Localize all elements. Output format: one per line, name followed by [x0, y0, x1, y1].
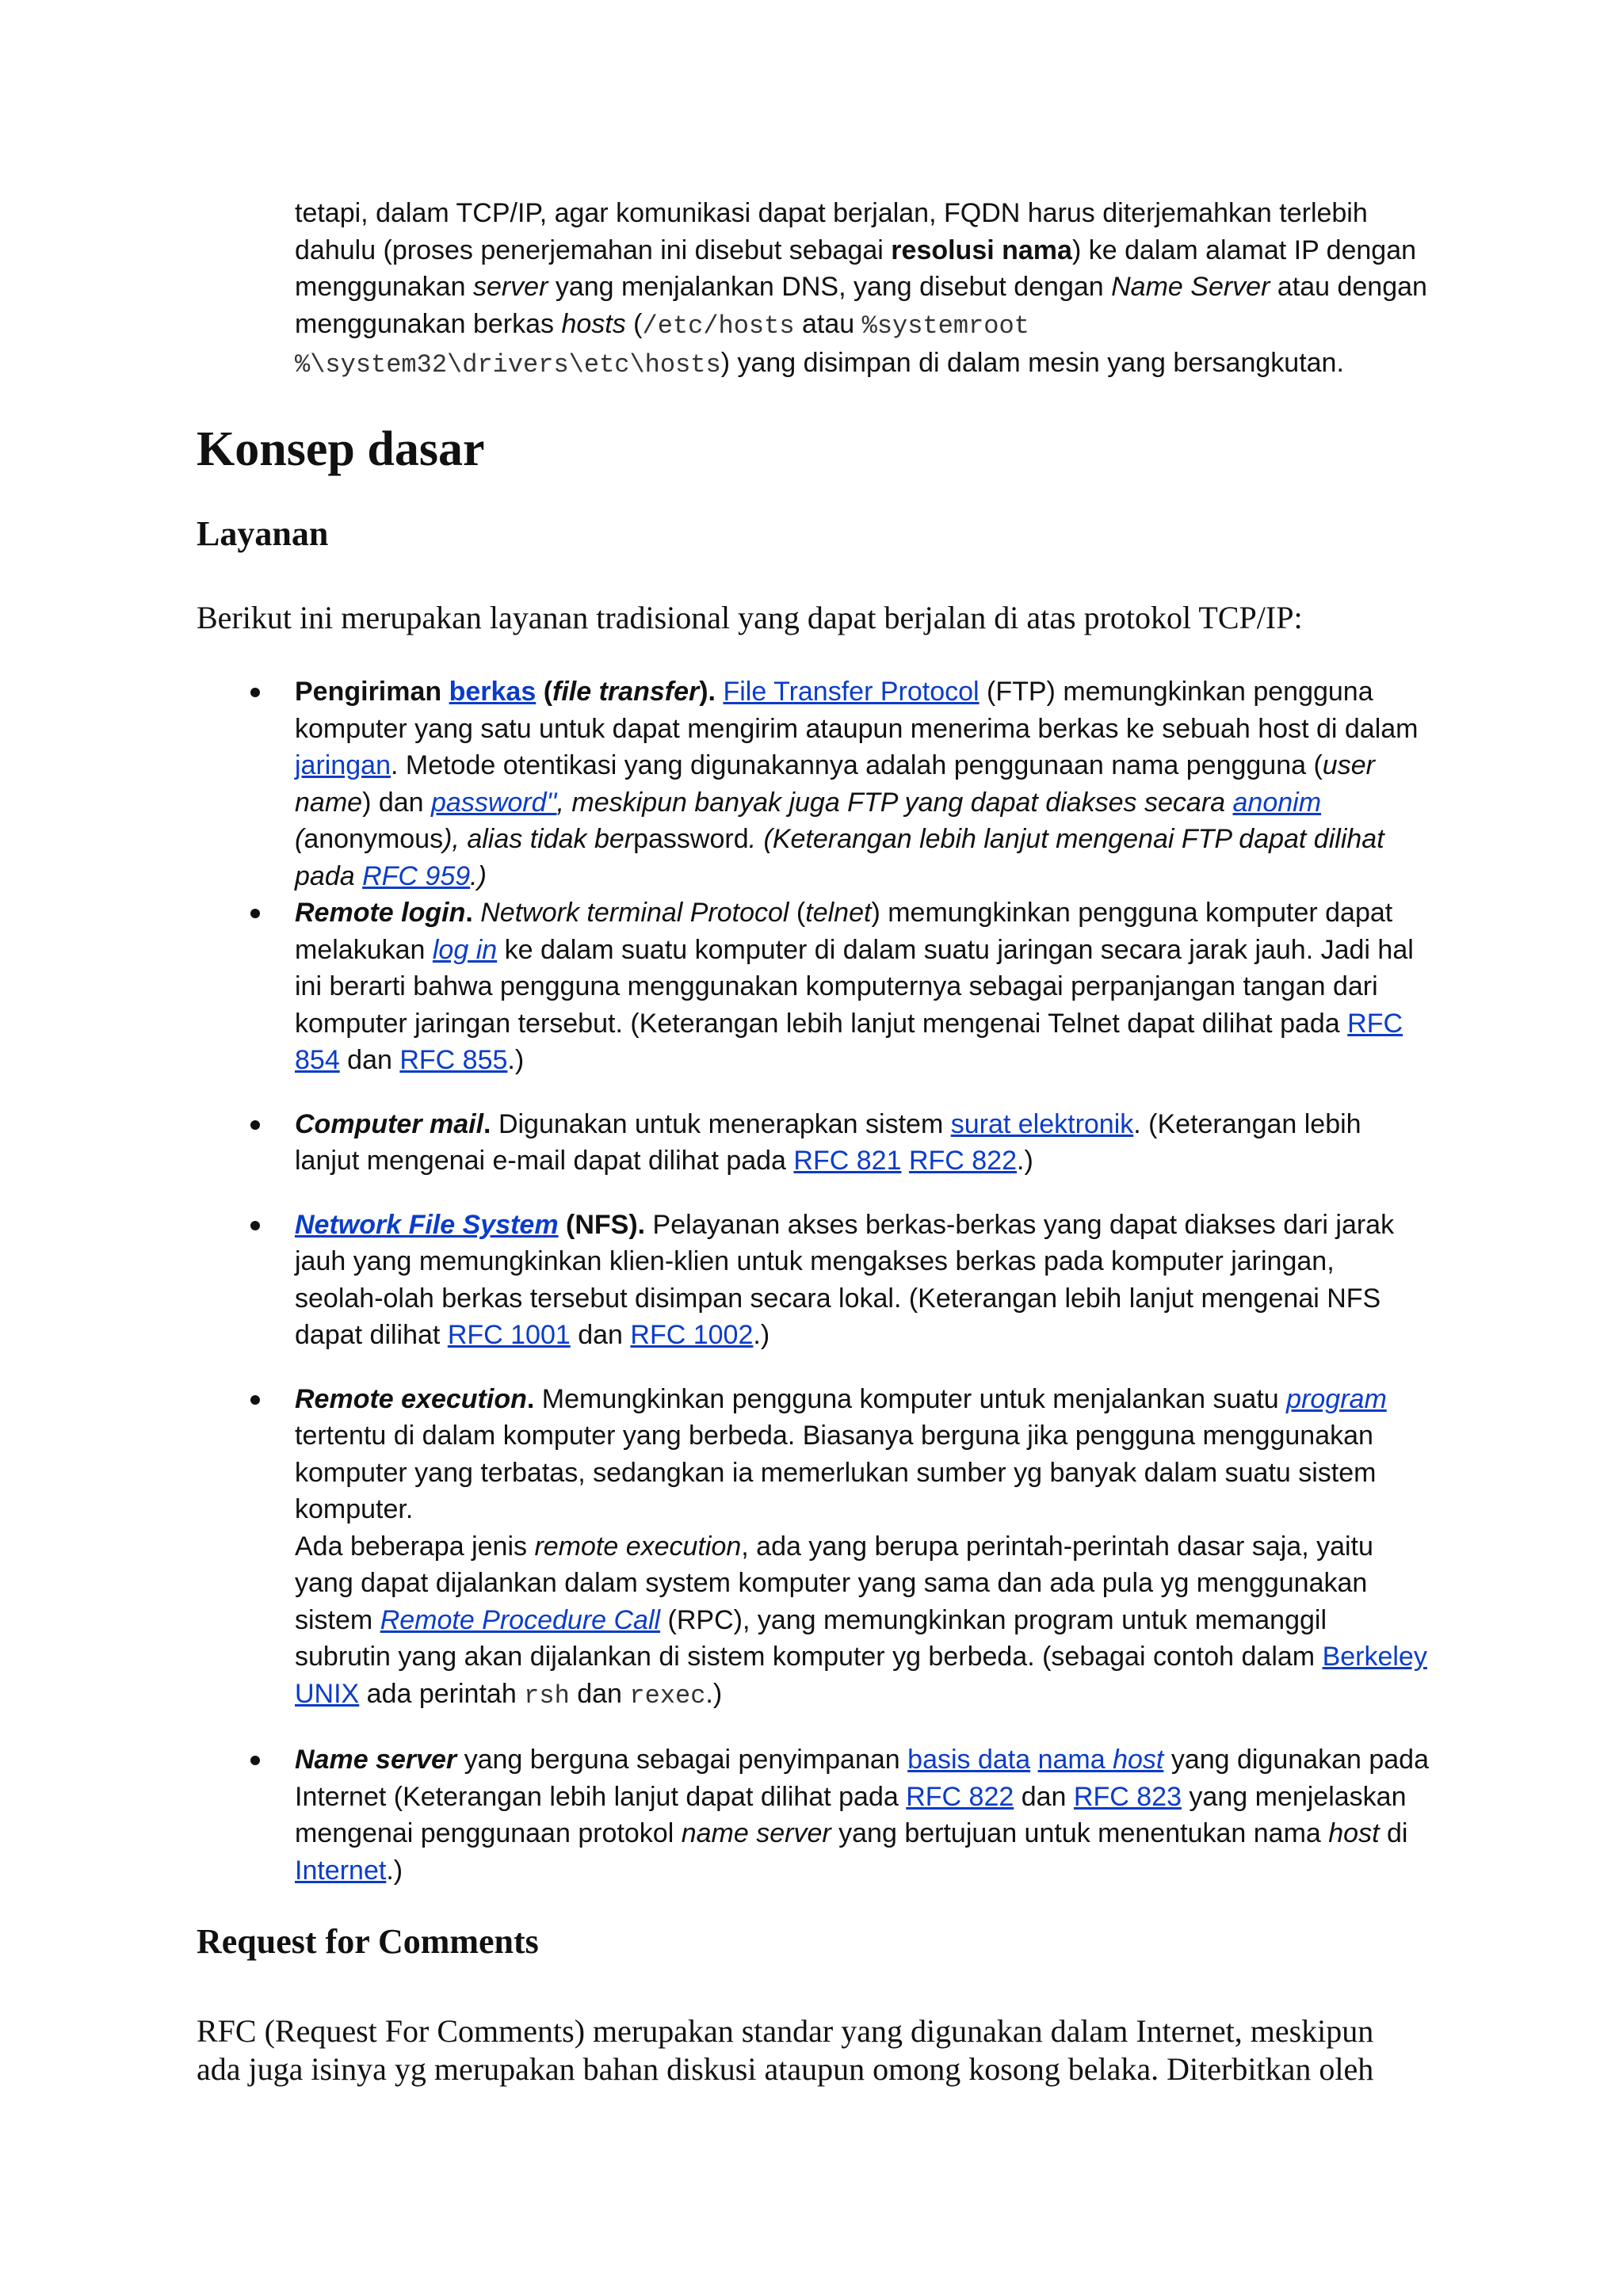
bullet-icon [250, 1120, 260, 1130]
text: , ada yang berupa perintah-perintah dasar saja, yaitu yang dapat dijalankan dalam system komputer yang sama dan ada pula yg menggunakan sistem [295, 1531, 1373, 1635]
bullet-icon [250, 909, 260, 918]
bold-term: . [465, 898, 473, 928]
bold-term: ). [699, 677, 716, 707]
bold-italic-term: Computer mail [295, 1108, 484, 1139]
rfc-paragraph: RFC (Request For Comments) merupakan standar yang digunakan dalam Internet, meskipun ada juga isinya yg merupakan bahan diskusi ataupun omong kosong belaka. Diterbitkan oleh [197, 2013, 1374, 2087]
link-file-transfer-protocol[interactable]: File Transfer Protocol [723, 677, 980, 707]
italic-term: remote execution [534, 1531, 742, 1562]
link-rfc-822[interactable]: RFC 822 [906, 1781, 1014, 1812]
text: Digunakan untuk menerapkan sistem [491, 1108, 951, 1139]
italic-term: Name Server [1111, 272, 1270, 302]
code-path: %systemroot %\system32\drivers\etc\hosts [295, 311, 1029, 379]
link-rfc-855[interactable]: RFC 855 [399, 1045, 508, 1075]
bold-italic-term: Remote login [295, 898, 466, 928]
link-text: nama [1037, 1745, 1113, 1775]
text: .) [1017, 1146, 1033, 1176]
link-password[interactable]: password'' [431, 787, 557, 818]
link-jaringan[interactable]: jaringan [295, 750, 391, 780]
text: tetapi, dalam TCP/IP, agar komunikasi dapat berjalan, FQDN harus diterjemahkan terlebih dahulu (proses penerjemahan ini disebut sebagai [295, 198, 1368, 265]
text: (RPC), yang memungkinkan program untuk memanggil subrutin yang akan dijalankan di sistem komputer yg berbeda. (sebagai contoh dalam [295, 1604, 1327, 1672]
bullet-icon [250, 1395, 260, 1405]
link-remote-procedure-call[interactable]: Remote Procedure Call [380, 1604, 661, 1635]
text: ke dalam suatu komputer di dalam suatu jaringan secara jarak jauh. Jadi hal ini berarti bahwa pengguna menggunakan komputernya sebagai perpanjangan tangan dari komputer jaringan tersebut. (Keterangan lebih lanjut mengenai Telnet dapat dilihat pada [295, 934, 1414, 1039]
link-internet[interactable]: Internet [295, 1855, 387, 1886]
text: dan [569, 1678, 630, 1709]
italic-term: host [1328, 1818, 1380, 1848]
text: yang menjalankan DNS, yang disebut dengan [548, 272, 1112, 302]
link-rfc-1002[interactable]: RFC 1002 [630, 1320, 754, 1350]
text: .) [507, 1045, 525, 1075]
text: (FTP) memungkinkan pengguna komputer yang satu untuk dapat mengirim ataupun menerima berkas ke sebuah host di dalam [295, 677, 1419, 744]
list-item-remote-login [295, 894, 1430, 1079]
text: . (Keterangan lebih lanjut mengenai e-mail dapat dilihat pada [295, 1108, 1361, 1176]
bold-term: . [526, 1383, 535, 1414]
link-program[interactable]: program [1286, 1383, 1387, 1414]
bullet-icon [250, 1756, 260, 1765]
italic-text: . (Keterangan lebih lanjut mengenai FTP dapat dilihat pada [295, 824, 1384, 891]
text: dan [339, 1045, 400, 1075]
text: ) yang disimpan di dalam mesin yang bersangkutan. [720, 348, 1344, 378]
list-item-nfs [295, 1207, 1430, 1354]
bullet-icon [250, 1221, 260, 1230]
heading-konsep-dasar: Konsep dasar [197, 422, 485, 476]
text: . Metode otentikasi yang digunakannya adalah penggunaan nama pengguna ( [390, 750, 1323, 780]
link-surat-elektronik[interactable]: surat elektronik [950, 1108, 1134, 1139]
bold-term: resolusi nama [891, 235, 1072, 265]
text: dan [570, 1320, 631, 1350]
bold-italic-term: Remote execution [295, 1383, 527, 1414]
link-rfc-959[interactable]: RFC 959 [362, 860, 471, 891]
text: ) ke dalam alamat IP dengan menggunakan [295, 235, 1417, 302]
code-command: rsh [524, 1680, 570, 1711]
link-rfc-1001[interactable]: RFC 1001 [447, 1320, 571, 1350]
bold-italic-term: Name server [295, 1745, 457, 1775]
italic-term: user name [295, 750, 1375, 818]
link-berkeley-unix[interactable]: Berkeley UNIX [295, 1642, 1427, 1709]
bold-term: . [483, 1108, 491, 1139]
italic-text: .) [470, 860, 487, 891]
text: Memungkinkan pengguna komputer untuk menjalankan suatu [534, 1383, 1287, 1414]
heading-request-for-comments: Request for Comments [197, 1922, 539, 1961]
link-basis-data[interactable]: basis data [907, 1745, 1031, 1775]
bold-term: (NFS). [558, 1209, 646, 1240]
link-berkas[interactable]: berkas [449, 677, 537, 707]
bold-term: ( [536, 677, 553, 707]
text: anonymous [304, 824, 444, 854]
link-rfc-854[interactable]: RFC 854 [295, 1008, 1403, 1075]
italic-term: telnet [805, 898, 872, 928]
italic-term: server [472, 272, 548, 302]
code-path: /etc/hosts [642, 311, 795, 341]
text: ( [625, 308, 643, 339]
layanan-intro: Berikut ini merupakan layanan tradisional yang dapat berjalan di atas protokol TCP/IP: [197, 600, 1303, 635]
text: .) [753, 1320, 770, 1350]
text: dan [1014, 1781, 1074, 1812]
text [901, 1146, 908, 1176]
bold-italic-term: file transfer [552, 677, 700, 707]
text: Pelayanan akses berkas-berkas yang dapat diakses dari jarak jauh yang memungkinkan klien-klien untuk mengakses berkas pada komputer jaringan, seolah-olah berkas tersebut disimpan secara lokal. (Keterangan lebih lanjut mengenai NFS dapat dilihat [295, 1209, 1395, 1350]
link-log-in[interactable]: log in [432, 934, 498, 965]
italic-term: name server [681, 1818, 831, 1848]
text: ada perintah [359, 1678, 525, 1709]
text: yang berguna sebagai penyimpanan [456, 1745, 908, 1775]
text: yang bertujuan untuk menentukan nama [831, 1818, 1329, 1848]
intro-paragraph [295, 195, 1428, 384]
bold-term: Pengiriman [295, 677, 449, 707]
link-rfc-823[interactable]: RFC 823 [1073, 1781, 1182, 1812]
list-item-remote-execution [295, 1381, 1430, 1715]
text: Ada beberapa jenis [295, 1531, 535, 1562]
list-item-ftp [295, 673, 1430, 894]
italic-text: ( [295, 824, 304, 854]
text: .) [386, 1855, 403, 1886]
italic-text: , meskipun banyak juga FTP yang dapat diakses secara [556, 787, 1233, 818]
heading-layanan: Layanan [197, 514, 329, 553]
text: atau dengan menggunakan berkas [295, 272, 1427, 339]
link-rfc-822[interactable]: RFC 822 [908, 1146, 1017, 1176]
text: atau [794, 308, 862, 339]
link-rfc-821[interactable]: RFC 821 [793, 1146, 902, 1176]
bullet-icon [250, 688, 260, 697]
text: yang digunakan pada Internet (Keterangan lebih lanjut dapat dilihat pada [295, 1745, 1429, 1812]
text: ) memungkinkan pengguna komputer dapat melakukan [295, 898, 1393, 965]
text: .) [705, 1678, 723, 1709]
text: yang menjelaskan mengenai penggunaan protokol [295, 1781, 1407, 1848]
text: ( [789, 898, 806, 928]
code-command: rexec [629, 1680, 706, 1711]
link-network-file-system[interactable]: Network File System [295, 1209, 559, 1240]
text [1030, 1745, 1037, 1775]
link-anonim[interactable]: anonim [1232, 787, 1322, 818]
remote-execution-detail [295, 1528, 1430, 1715]
text: ) dan [362, 787, 432, 818]
services-list [295, 673, 1430, 1916]
italic-text: ), alias tidak ber [443, 824, 634, 854]
link-text-italic: host [1113, 1745, 1164, 1775]
list-item-computer-mail [295, 1106, 1430, 1180]
italic-term: Network terminal Protocol [472, 898, 789, 928]
text: di [1379, 1818, 1408, 1848]
link-nama-host[interactable] [1038, 1745, 1164, 1775]
text: tertentu di dalam komputer yang berbeda. Biasanya berguna jika pengguna menggunakan komputer yang terbatas, sedangkan ia memerlukan sumber yg banyak dalam suatu sistem komputer. [295, 1421, 1377, 1524]
list-item-name-server [295, 1741, 1430, 1889]
italic-term: hosts [561, 308, 626, 339]
text: password [633, 824, 749, 854]
